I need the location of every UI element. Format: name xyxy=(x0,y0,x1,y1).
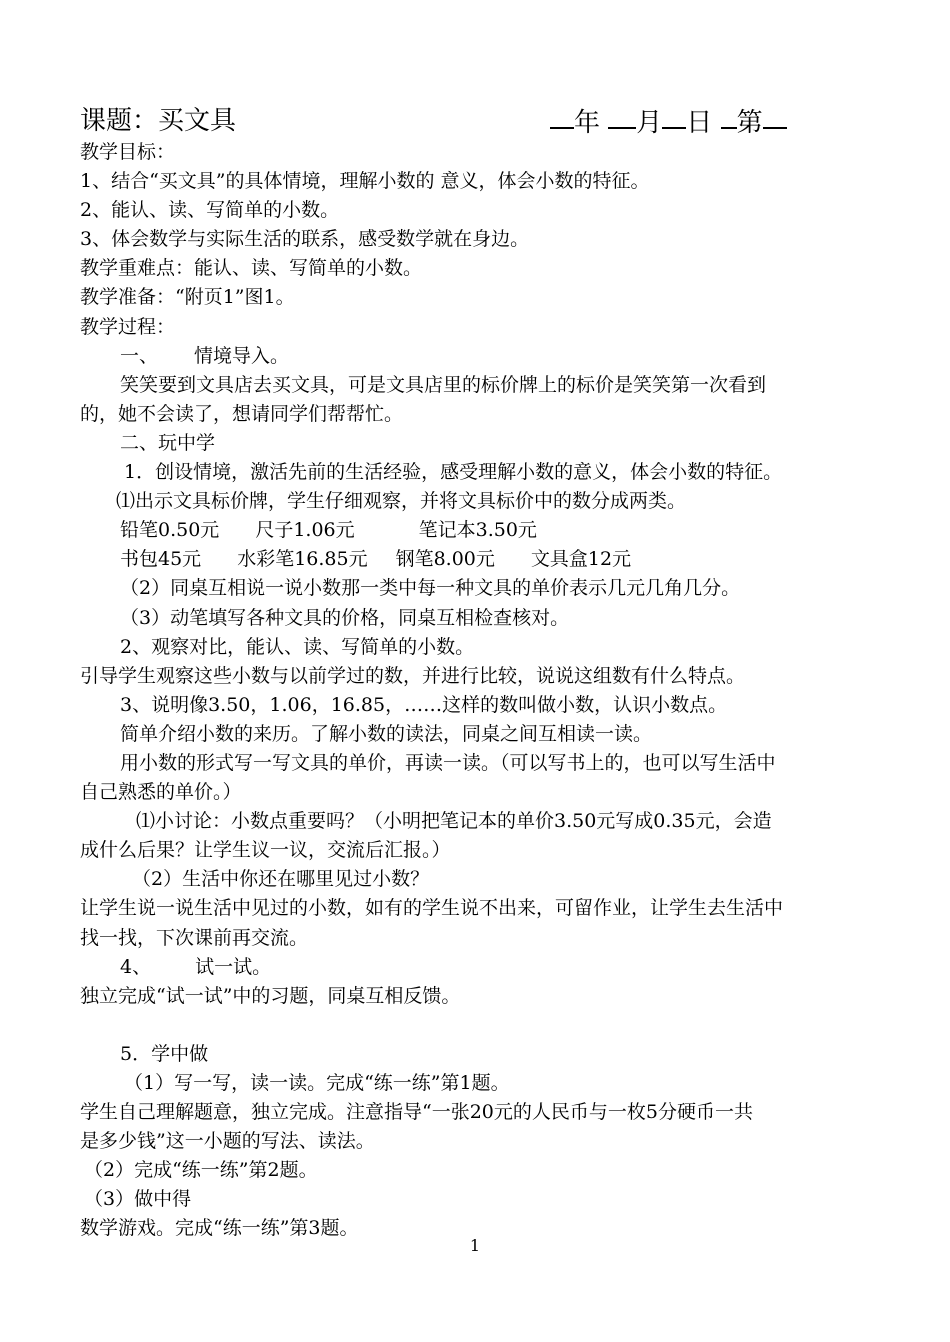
step-5-1-line-1: 学生自己理解题意，独立完成。注意指导“一张20元的人民币与一枚5分硬币一共 xyxy=(80,1101,753,1124)
period-label: 第 xyxy=(736,108,763,138)
price-marker: 水彩笔16.85元 xyxy=(237,548,368,571)
price-row-2 xyxy=(80,545,880,574)
section-1-title: 情境导入。 xyxy=(194,344,290,367)
title-row xyxy=(80,101,840,141)
price-bag: 书包45元 xyxy=(120,548,202,571)
month-blank xyxy=(608,99,636,129)
preparation: 教学准备：“附页1”图1。 xyxy=(80,286,295,309)
step-1-3: （3）动笔填写各种文具的价格，同桌互相检查核对。 xyxy=(120,606,570,629)
step-4-number: 4、 xyxy=(120,955,152,978)
section-1-heading xyxy=(80,342,880,371)
step-5-heading: 5．学中做 xyxy=(120,1042,209,1065)
step-5-1: （1）写一写，读一读。完成“练一练”第1题。 xyxy=(124,1072,510,1094)
life-answer-line-2: 找一找，下次课前再交流。 xyxy=(80,926,309,949)
goal-2: 2、能认、读、写简单的小数。 xyxy=(80,199,340,222)
year-blank xyxy=(550,99,574,129)
price-row-1 xyxy=(80,516,880,545)
period-pre-blank xyxy=(721,99,737,129)
intro-paragraph-line-2: 的，她不会读了，想请同学们帮帮忙。 xyxy=(80,402,404,425)
life-answer-line-1: 让学生说一说生活中见过的小数，如有的学生说不出来，可留作业，让学生去生活中 xyxy=(80,897,784,920)
step-3-history: 简单介绍小数的来历。了解小数的读法，同桌之间互相读一读。 xyxy=(120,722,653,745)
goal-1: 1、结合“买文具”的具体情境，理解小数的 意义，体会小数的特征。 xyxy=(80,170,650,193)
section-1-number: 一、 xyxy=(120,344,159,367)
intro-paragraph-line-1: 笑笑要到文具店去买文具，可是文具店里的标价牌上的标价是笑笑第一次看到 xyxy=(120,373,767,396)
month-label: 月 xyxy=(636,108,663,138)
step-3: 3、说明像3.50，1.06，16.85，……这样的数叫做小数，认识小数点。 xyxy=(120,693,728,716)
step-5-2: （2）完成“练一练”第2题。 xyxy=(84,1159,318,1182)
step-1-1: ⑴出示文具标价牌，学生仔细观察，并将文具标价中的数分成两类。 xyxy=(116,490,687,513)
lesson-title: 课题：买文具 xyxy=(80,106,237,136)
year-label: 年 xyxy=(574,108,601,138)
day-blank xyxy=(662,99,686,129)
key-points: 教学重难点：能认、读、写简单的小数。 xyxy=(80,257,423,280)
step-5-1-line-2: 是多少钱”这一小题的写法、读法。 xyxy=(80,1130,375,1153)
step-1: 1．创设情境，激活先前的生活经验，感受理解小数的意义，体会小数的特征。 xyxy=(124,461,783,484)
step-4-title: 试一试。 xyxy=(195,955,272,978)
step-3-write-line-1: 用小数的形式写一写文具的单价，再读一读。（可以写书上的，也可以写生活中 xyxy=(120,751,776,774)
section-2-heading: 二、玩中学 xyxy=(120,431,216,454)
step-5-3: （3）做中得 xyxy=(84,1188,192,1211)
step-5-3-description: 数学游戏。完成“练一练”第3题。 xyxy=(80,1217,359,1240)
period-blank xyxy=(763,99,787,129)
page-number: 1 xyxy=(469,1236,481,1255)
step-3-write-line-2: 自己熟悉的单价。） xyxy=(80,781,242,804)
price-pencil: 铅笔0.50元 xyxy=(120,519,220,542)
discussion-line-2: 成什么后果？让学生议一议，交流后汇报。） xyxy=(80,839,451,862)
lesson-body xyxy=(80,138,880,1244)
price-pen: 钢笔8.00元 xyxy=(395,548,495,571)
process-heading: 教学过程： xyxy=(80,315,176,338)
step-2-guide: 引导学生观察这些小数与以前学过的数，并进行比较，说说这组数有什么特点。 xyxy=(80,664,746,687)
life-question: （2）生活中你还在哪里见过小数？ xyxy=(132,868,430,891)
goal-3: 3、体会数学与实际生活的联系，感受数学就在身边。 xyxy=(80,228,530,251)
discussion-line-1: ⑴小讨论：小数点重要吗？（小明把笔记本的单价3.50元写成0.35元，会造 xyxy=(136,810,772,833)
blank-line xyxy=(80,1011,880,1040)
step-4-description: 独立完成“试一试”中的习题，同桌互相反馈。 xyxy=(80,984,461,1007)
step-1-2: （2）同桌互相说一说小数那一类中每一种文具的单价表示几元几角几分。 xyxy=(120,577,741,600)
goal-heading: 教学目标： xyxy=(80,141,176,163)
price-notebook: 笔记本3.50元 xyxy=(418,519,537,542)
step-2: 2、观察对比，能认、读、写简单的小数。 xyxy=(120,635,475,658)
day-label: 日 xyxy=(686,108,713,138)
price-box: 文具盒12元 xyxy=(530,548,632,571)
step-4-heading xyxy=(80,953,880,982)
date-field xyxy=(550,101,787,143)
price-ruler: 尺子1.06元 xyxy=(255,519,355,542)
